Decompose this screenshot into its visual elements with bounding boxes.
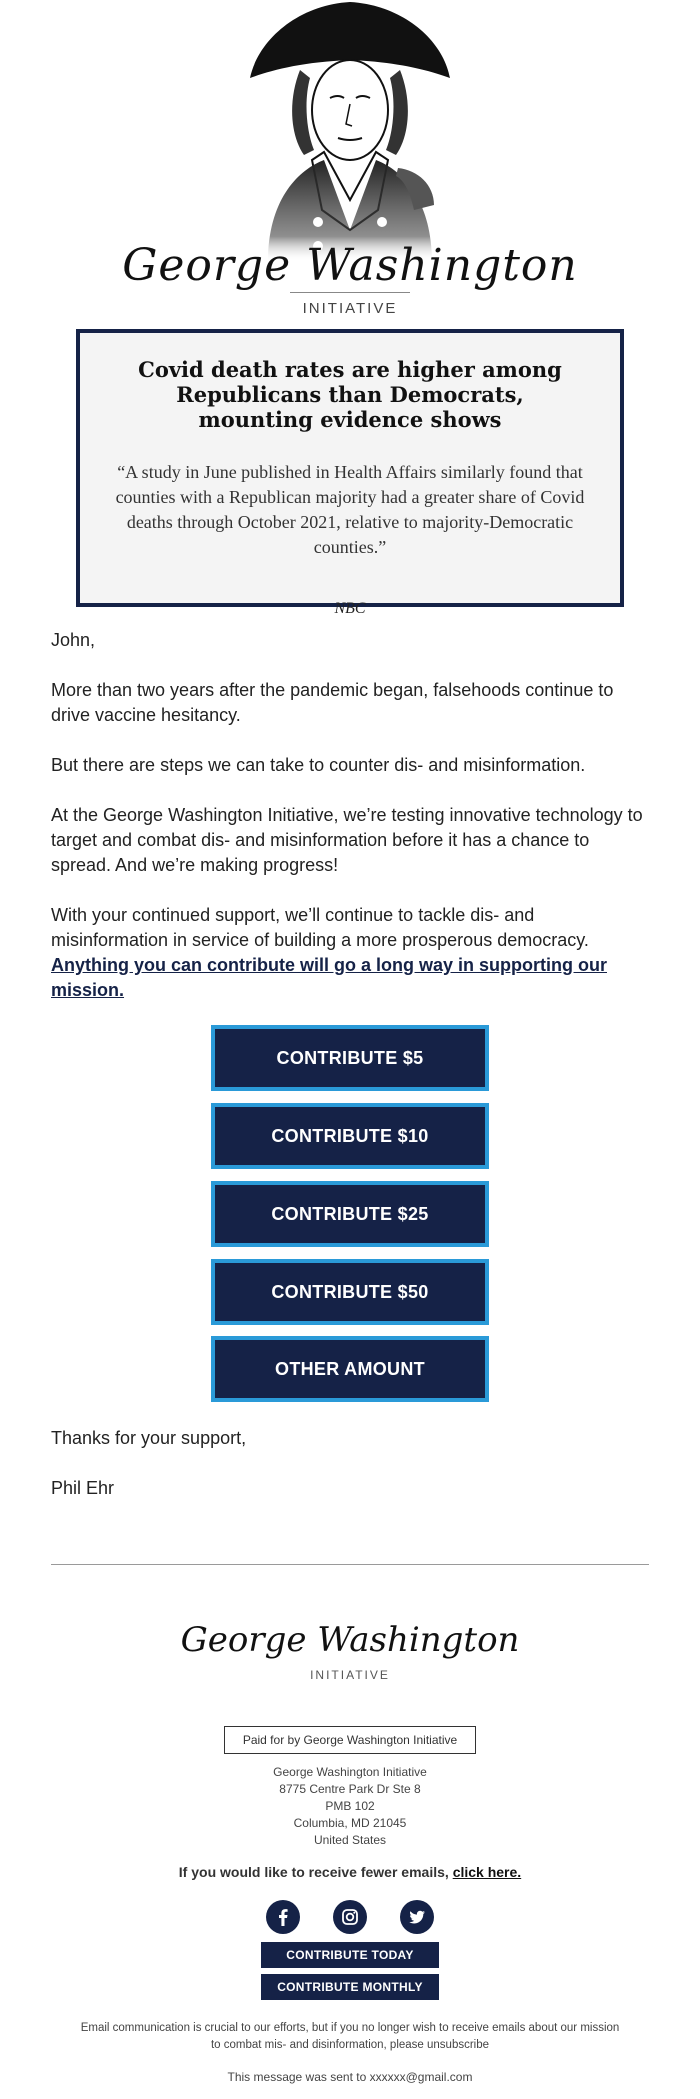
contribute-mission-link[interactable]: Anything you can contribute will go a long way in supporting our mission. — [51, 955, 607, 1000]
quote-headline: Covid death rates are higher among Republicans than Democrats, mounting evidence shows — [138, 357, 562, 432]
fewer-emails-notice — [0, 1864, 700, 1880]
brand-script: George Washington — [122, 240, 578, 291]
paid-for-disclaimer: Paid for by George Washington Initiative — [224, 1726, 476, 1754]
address-line: George Washington Initiative — [273, 1765, 427, 1779]
signature: Phil Ehr — [51, 1478, 115, 1498]
contribute-monthly-button[interactable]: CONTRIBUTE MONTHLY — [261, 1974, 439, 2000]
news-quote-box — [76, 329, 624, 617]
quote-source: NBC — [334, 600, 366, 617]
sent-to-notice — [0, 2070, 700, 2084]
brand-divider — [290, 292, 410, 293]
twitter-icon[interactable] — [400, 1900, 434, 1934]
paragraph-4 — [51, 903, 651, 1003]
paragraph-4-text: With your continued support, we’ll continue to tackle dis- and misinformation in service of building a more prosperous democracy. — [51, 905, 589, 950]
address-line: United States — [313, 1833, 387, 1847]
greeting: John, — [51, 630, 96, 650]
closing-thanks: Thanks for your support, — [51, 1428, 247, 1448]
instagram-icon[interactable] — [333, 1900, 367, 1934]
george-washington-portrait — [238, 0, 462, 262]
unsubscribe-disclaimer[interactable]: Email communication is crucial to our efforts, but if you no longer wish to receive emails about our mission to combat mis- and disinformation, please unsubscribe — [80, 2022, 620, 2051]
contribute-10-button[interactable]: CONTRIBUTE $10 — [211, 1103, 489, 1169]
paragraph-3: At the George Washington Initiative, we’re testing innovative technology to target and combat dis- and misinformation before it has a chance to spread. And we’re making progress! — [51, 805, 643, 875]
other-amount-button[interactable]: OTHER AMOUNT — [211, 1336, 489, 1402]
contribute-today-button[interactable]: CONTRIBUTE TODAY — [261, 1942, 439, 1968]
footer-divider — [51, 1564, 649, 1565]
paragraph-2: But there are steps we can take to counter dis- and misinformation. — [51, 755, 586, 775]
footer-brand-subtitle: INITIATIVE — [310, 1668, 390, 1682]
paragraph-1: More than two years after the pandemic began, falsehoods continue to drive vaccine hesitancy. — [51, 680, 614, 725]
contribute-5-button[interactable]: CONTRIBUTE $5 — [211, 1025, 489, 1091]
address-line: PMB 102 — [325, 1799, 375, 1813]
footer-brand-script: George Washington — [180, 1620, 520, 1660]
address-line: 8775 Centre Park Dr Ste 8 — [279, 1782, 421, 1796]
address-line: Columbia, MD 21045 — [293, 1816, 407, 1830]
sent-to-prefix: This message was sent to — [227, 2070, 367, 2084]
quote-text: “A study in June published in Health Affairs similarly found that counties with a Republican majority had a greater share of Covid deaths through October 2021, relative to majority-Democratic counties.” — [115, 462, 585, 557]
mailing-address — [0, 1764, 700, 1849]
fewer-emails-link[interactable]: click here. — [452, 1864, 522, 1880]
fewer-emails-text: If you would like to receive fewer emails, — [178, 1864, 449, 1880]
contribute-25-button[interactable]: CONTRIBUTE $25 — [211, 1181, 489, 1247]
brand-subtitle: INITIATIVE — [302, 300, 398, 317]
facebook-icon[interactable] — [266, 1900, 300, 1934]
header-logo — [0, 0, 700, 325]
sent-to-email: xxxxxx@gmail.com — [369, 2070, 473, 2084]
contribute-50-button[interactable]: CONTRIBUTE $50 — [211, 1259, 489, 1325]
